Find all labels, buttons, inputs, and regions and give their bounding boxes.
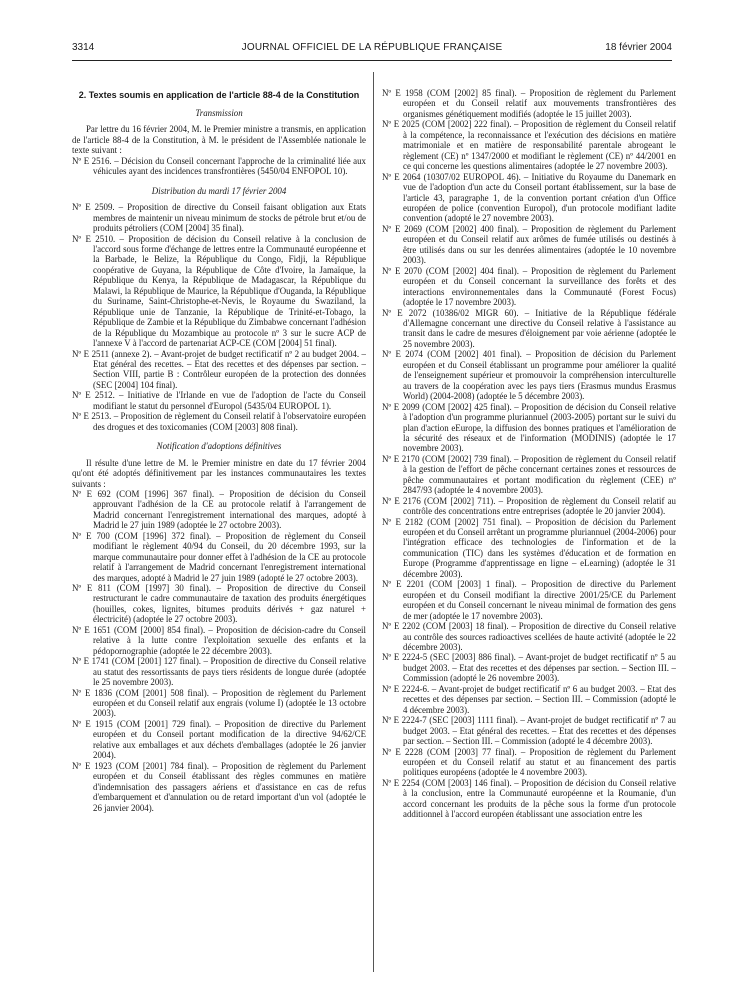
list-item: Nº E 1836 (COM [2001] 508 final). – Proposition de règlement du Parlement européen et du Conseil relatif aux engrais (volume I) (adoptée le 13 octobre 2003).: [72, 687, 366, 719]
list-item: Nº E 2064 (10307/02 EUROPOL 46). – Initiative du Royaume du Danemark en vue de l'adoption d'un acte du Conseil portant établissement, sur la base de l'article 43, paragraphe 1, de la convention portant création d'un Office européen de police (convention Europol), d'un protocole modifiant ladite convention (adopté le 27 novembre 2003).: [382, 171, 676, 224]
list-item: Nº E 2513. – Proposition de règlement du Conseil relatif à l'observatoire européen des drogues et des toxicomanies (COM [2003] 808 final).: [72, 411, 366, 432]
notification-heading: Notification d'adoptions définitives: [156, 441, 282, 452]
page-number: 3314: [72, 42, 95, 53]
header-rule: [72, 60, 672, 61]
list-item: Nº E 2074 (COM [2002] 401 final). – Proposition de décision du Parlement européen et du Conseil établissant un programme pour améliorer la qualité de l'enseignement supérieur et promouvoir la compréhension interculturelle au travers de la coopération avec les pays tiers (Erasmus mundus Erasmus World) (2004-2008) (adoptée le 5 décembre 2003).: [382, 349, 676, 402]
list-item: Nº E 692 (COM [1996] 367 final). – Proposition de décision du Conseil approuvant l'adhésion de la CE au protocole relatif à l'arrangement de Madrid concernant l'enregistrement international des marques, adopté à Madrid le 27 juin 1989 (adoptée le 27 octobre 2003).: [72, 488, 366, 531]
section-title: 2. Textes soumis en application de l'article 88-4 de la Constitution: [78, 90, 360, 100]
list-item: Nº E 2025 (COM [2002] 222 final). – Proposition de règlement du Conseil relatif à la compétence, la reconnaissance et l'exécution des décisions en matière matrimoniale et en matière de responsabilité parentale abrogeant le règlement (CE) nº 1347/2000 et modifiant le règlement (CE) nº 44/2001 en ce qui concerne les questions alimentaires (adoptée le 27 novembre 2003).: [382, 119, 676, 172]
list-item: Nº E 2202 (COM [2003] 18 final). – Proposition de directive du Conseil relative au contrôle des sources radioactives scellées de haute activité (adoptée le 22 décembre 2003).: [382, 621, 676, 653]
list-item: Nº E 2512. – Initiative de l'Irlande en vue de l'adoption de l'acte du Conseil modifiant le statut du personnel d'Europol (5435/04 EUROPOL 1).: [72, 390, 366, 411]
transmission-heading: Transmission: [195, 108, 243, 118]
left-column: [72, 90, 366, 962]
list-item: Nº E 1923 (COM [2001] 784 final). – Proposition de règlement du Parlement européen et du Conseil établissant des règles communes en matière d'indemnisation des passagers aériens et d'assistance en cas de refus d'embarquement et d'annulation ou de retard important d'un vol (adoptée le 26 janvier 2004).: [72, 760, 366, 813]
list-item: Nº E 2176 (COM [2002] 711). – Proposition de règlement du Conseil relatif au contrôle des concentrations entre entreprises (adoptée le 20 janvier 2004).: [382, 495, 676, 517]
issue-date: 18 février 2004: [605, 42, 672, 53]
list-item: Nº E 811 (COM [1997] 30 final). – Proposition de directive du Conseil restructurant le cadre communautaire de taxation des produits énergétiques (houilles, cokes, lignites, bitumes produits dérivés + gaz naturel + électricité) (adoptée le 27 octobre 2003).: [72, 583, 366, 625]
list-item: Nº E 2254 (COM [2003] 146 final). – Proposition de décision du Conseil relative à la conclusion, entre la Communauté européenne et la Roumanie, d'un accord concernant les produits de la pêche sous la forme d'un protocole additionnel à l'accord européen établissant une association entre les: [382, 777, 676, 820]
journal-title: JOURNAL OFFICIEL DE LA RÉPUBLIQUE FRANÇAISE: [241, 42, 503, 53]
list-item: Nº E 2072 (10386/02 MIGR 60). – Initiative de la République fédérale d'Allemagne concernant une directive du Conseil relative à l'assistance au transit dans le cadre de mesures d'éloignement par voie aérienne (adoptée le 25 novembre 2003).: [382, 307, 676, 349]
list-item: Nº E 2070 (COM [2002] 404 final). – Proposition de règlement du Parlement européen et du Conseil concernant la surveillance des forêts et des interactions environnementales dans la Communauté (Forest Focus) (adoptée le 17 novembre 2003).: [382, 265, 676, 308]
list-item: Nº E 2099 (COM [2002] 425 final). – Proposition de décision du Conseil relative à l'adoption d'un programme pluriannuel (2003-2005) portant sur le suivi du plan d'action eEurope, la diffusion des bonnes pratiques et l'amélioration de la sécurité des réseaux et de l'information (MODINIS) (adoptée le 17 novembre 2003).: [382, 401, 676, 454]
column-separator: [373, 72, 374, 972]
list-item: Nº E 1741 (COM [2001] 127 final). – Proposition de directive du Conseil relative au statut des ressortissants de pays tiers résidents de longue durée (adoptée le 25 novembre 2003).: [72, 656, 366, 688]
transmission-intro: Par lettre du 16 février 2004, M. le Premier ministre a transmis, en application de l'article 88-4 de la Constitution, à M. le président de l'Assemblée nationale le texte suivant :: [72, 124, 366, 156]
list-item: Nº E 2170 (COM [2002] 739 final). – Proposition de règlement du Conseil relatif à la gestion de l'effort de pêche concernant certaines zones et ressources de pêche communautaires et portant modification du règlement (CEE) nº 2847/93 (adoptée le 4 novembre 2003).: [382, 453, 676, 496]
list-item: Nº E 1651 (COM [2000] 854 final). – Proposition de décision-cadre du Conseil relative à la lutte contre l'exploitation sexuelle des enfants et la pédopornographie (adoptée le 22 décembre 2003).: [72, 624, 366, 656]
list-item: Nº E 1958 (COM [2002] 85 final). – Proposition de règlement du Parlement européen et du Conseil relatif aux mouvements transfrontières des organismes génétiquement modifiés (adoptée le 15 juillet 2003).: [382, 88, 676, 119]
list-item: Nº E 2224-7 (SEC [2003] 1111 final). – Avant-projet de budget rectificatif nº 7 au budget 2003. – Etat général des recettes. – Etat des recettes et des dépenses par section. – Section III. – Commission (adopté le 4 décembre 2003).: [382, 715, 676, 747]
list-item: Nº E 2201 (COM [2003] 1 final). – Proposition de directive du Parlement européen et du Conseil modifiant la directive 2001/25/CE du Parlement européen et du Conseil concernant le niveau minimal de formation des gens de mer (adoptée le 17 novembre 2003).: [382, 579, 676, 621]
list-item: Nº E 2182 (COM [2002] 751 final). – Proposition de décision du Parlement européen et du Conseil arrêtant un programme pluriannuel (2004-2006) pour l'intégration efficace des technologies de l'information et de la communication (TIC) dans les systèmes d'éducation et de formation en Europe (Programme d'apprentissage en ligne – eLearning) (adoptée le 31 décembre 2003).: [382, 516, 676, 579]
list-item: Nº E 2511 (annexe 2). – Avant-projet de budget rectificatif nº 2 au budget 2004. – Etat général des recettes. – Etat des recettes et des dépenses par section. – Section VIII, partie B : Contrôleur européen de la protection des données (SEC [2004] 104 final).: [72, 348, 366, 390]
list-item: Nº E 2510. – Proposition de décision du Conseil relative à la conclusion de l'accord sous forme d'échange de lettres entre la Communauté européenne et la Barbade, le Belize, la République du Congo, Fidji, la République coopérative de Guyana, la République de Côte d'Ivoire, la Jamaïque, la République du Kenya, la République de Madagascar, la République du Malawi, la République de Maurice, la République d'Ouganda, la République du Suriname, Saint-Christophe-et-Nevis, le Royaume du Swaziland, la République unie de Tanzanie, la République de Trinité-et-Tobago, la République de Zambie et la République du Zimbabwe concernant l'adhésion de la République du Mozambique au protocole nº 3 sur le sucre ACP de l'annexe V à l'accord de partenariat ACP-CE (COM [2004] 51 final).: [72, 233, 366, 349]
list-item: Nº E 700 (COM [1996] 372 final). – Proposition de règlement du Conseil modifiant le règlement 40/94 du Conseil, du 20 décembre 1993, sur la marque communautaire pour donner effet à l'adhésion de la CE au protocole relatif à l'arrangement de Madrid concernant l'enregistrement international des marques, adopté à Madrid le 27 juin 1989 (adopté le 27 octobre 2003).: [72, 530, 366, 583]
page-header: [72, 42, 672, 56]
list-item: Nº E 2509. – Proposition de directive du Conseil faisant obligation aux Etats membres de maintenir un niveau minimum de stocks de pétrole brut et/ou de produits pétroliers (COM [2004] 35 final).: [72, 202, 366, 234]
list-item: Nº E 1915 (COM [2001] 729 final). – Proposition de directive du Parlement européen et du Conseil portant modification de la directive 94/62/CE relative aux emballages et aux déchets d'emballages (adoptée le 26 janvier 2004).: [72, 718, 366, 761]
list-item: Nº E 2228 (COM [2003] 77 final). – Proposition de règlement du Parlement européen et du Conseil relatif au statut et au financement des partis politiques européens (adoptée le 4 novembre 2003).: [382, 746, 676, 778]
right-column: [382, 88, 676, 963]
item-e2516: Nº E 2516. – Décision du Conseil concernant l'approche de la criminalité liée aux véhicules ayant des incidences transfrontières (5450/04 ENFOPOL 10).: [72, 155, 366, 177]
list-item: Nº E 2224-6. – Avant-projet de budget rectificatif nº 6 au budget 2003. – Etat des recettes et des dépenses par section. – Section III. – Commission (adopté le 4 décembre 2003).: [382, 683, 676, 715]
list-item: Nº E 2069 (COM [2002] 400 final). – Proposition de règlement du Parlement européen et du Conseil relatif aux arômes de fumée utilisés ou destinés à être utilisés dans ou sur les denrées alimentaires (adoptée le 10 novembre 2003).: [382, 223, 676, 266]
list-item: Nº E 2224-5 (SEC [2003] 886 final). – Avant-projet de budget rectificatif nº 5 au budget 2003. – Etat des recettes et des dépenses par section. – Section III. – Commission (adopté le 26 novembre 2003).: [382, 652, 676, 684]
notification-intro: Il résulte d'une lettre de M. le Premier ministre en date du 17 février 2004 qu'ont été adoptés définitivement par les instances communautaires les textes suivants :: [72, 457, 366, 489]
distribution-heading: Distribution du mardi 17 février 2004: [151, 185, 287, 196]
